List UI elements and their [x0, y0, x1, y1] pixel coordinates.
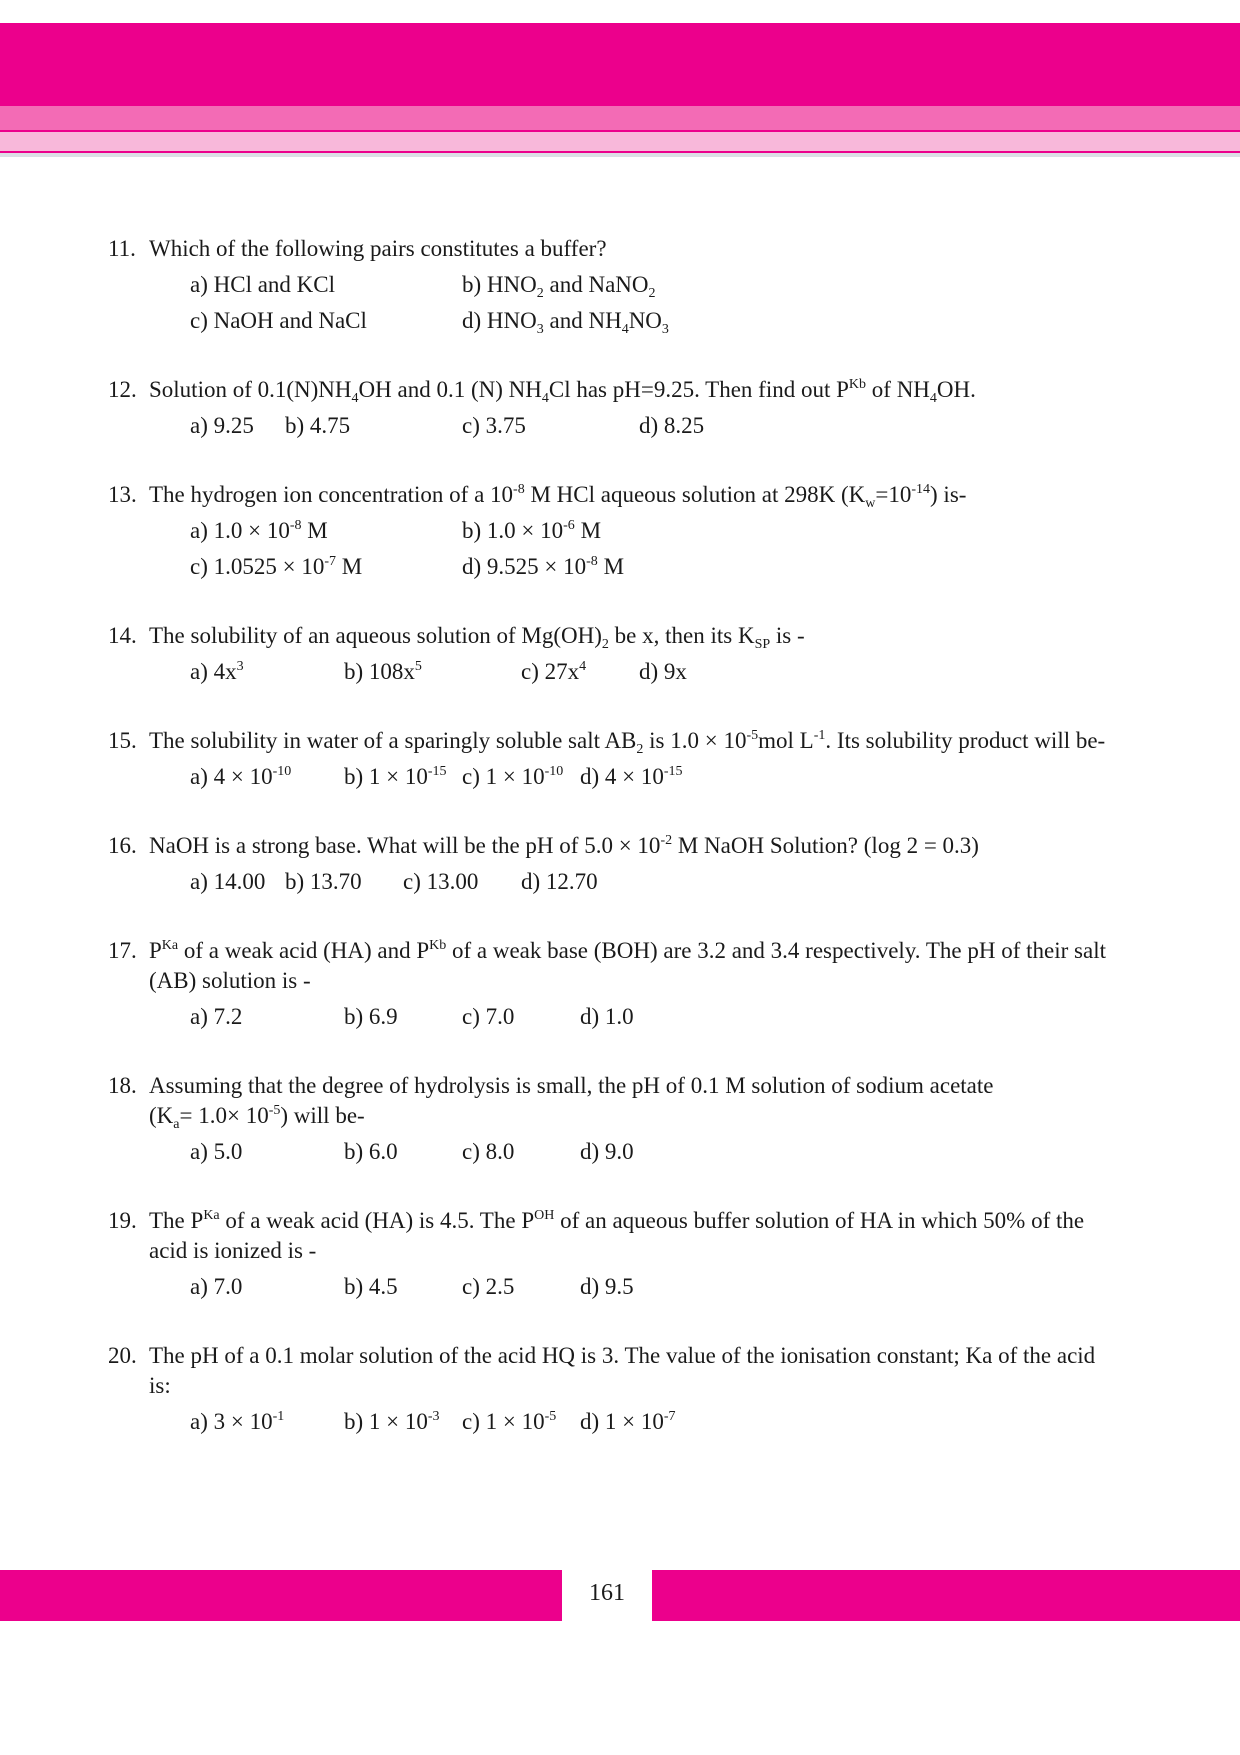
- option-c: c) NaOH and NaCl: [190, 308, 367, 333]
- question-text: The pH of a 0.1 molar solution of the acid HQ is 3. The value of the ionisation constant; Ka of the acid is:: [149, 1343, 1096, 1398]
- option-b: b) $1 \times 10^{-3}$: [344, 1409, 440, 1434]
- option-d: d) 9x: [639, 659, 687, 684]
- question-number: 19.: [108, 1208, 137, 1233]
- option-a: a) 5.0: [190, 1139, 243, 1164]
- question-number: 15.: [108, 728, 137, 753]
- option-b: b) 4.5: [344, 1274, 398, 1299]
- question-11: [108, 234, 1108, 342]
- question-12: [108, 375, 1108, 447]
- option-b: b) 6.9: [344, 1004, 398, 1029]
- option-b: b) $108x^5$: [344, 659, 422, 684]
- question-number: 17.: [108, 938, 137, 963]
- question-20: [108, 1341, 1108, 1443]
- option-b: b) 13.70: [285, 869, 362, 894]
- question-number: 13.: [108, 482, 137, 507]
- header-shadow: [0, 153, 1240, 157]
- question-13: [108, 480, 1108, 588]
- footer-band-left: [0, 1570, 562, 1621]
- option-c: c) $27x^4$: [521, 659, 587, 684]
- question-number: 20.: [108, 1343, 137, 1368]
- question-list: [108, 234, 1108, 1476]
- question-text: Assuming that the degree of hydrolysis is small, the pH of 0.1 M solution of sodium acetate $(K_a= 1.0\times 10^{-5})$ will be-: [149, 1073, 994, 1132]
- option-c: c) 8.0: [462, 1139, 515, 1164]
- option-c: c) 2.5: [462, 1274, 515, 1299]
- option-a: a) 7.0: [190, 1274, 243, 1299]
- question-text: The hydrogen ion concentration of a $10^{-8}$ M HCl aqueous solution at 298K $(K_w=10^{-14})$ is-: [149, 482, 967, 511]
- option-d: d) 1.0: [580, 1004, 634, 1029]
- option-b: b) 4.75: [285, 413, 351, 438]
- option-d: d) $HNO_3$ and $NH_4NO_3$: [462, 308, 669, 337]
- option-c: c) 7.0: [462, 1004, 515, 1029]
- option-a: a) $4 \times 10^{-10}$: [190, 764, 292, 789]
- option-d: d) 12.70: [521, 869, 598, 894]
- option-b: b) $HNO_2$ and NaNO$_2$: [462, 272, 656, 301]
- option-d: d) $1 \times 10^{-7}$: [580, 1409, 676, 1434]
- question-number: 16.: [108, 833, 137, 858]
- question-number: 11.: [108, 236, 136, 261]
- question-text: The solubility of an aqueous solution of $Mg(OH)_2$ be x, then its $K_{SP}$ is -: [149, 623, 805, 652]
- question-19: [108, 1206, 1108, 1308]
- footer-band-right: [652, 1570, 1240, 1621]
- question-text: The $P^{Ka}$ of a weak acid (HA) is 4.5. The $P^{OH}$ of an aqueous buffer solution of HA in which 50% of the acid is ionized is -: [149, 1208, 1085, 1263]
- option-b: b) $1 \times 10^{-15}$: [344, 764, 447, 789]
- header-band: [0, 23, 1240, 106]
- question-number: 18.: [108, 1073, 137, 1098]
- option-c: c) 3.75: [462, 413, 526, 438]
- option-a: a) $3 \times 10^{-1}$: [190, 1409, 285, 1434]
- option-a: a) 9.25: [190, 413, 254, 438]
- question-15: [108, 726, 1108, 798]
- question-text: Solution of $0.1(N)NH_4OH$ and 0.1 (N) $NH_4Cl$ has pH=9.25. Then find out $P^{Kb}$ of $NH_4OH$.: [149, 377, 976, 406]
- option-c: c) $1 \times 10^{-10}$: [462, 764, 564, 789]
- option-a: a) $1.0 \times 10^{-8}$ M: [190, 518, 328, 543]
- question-text: Which of the following pairs constitutes a buffer?: [149, 236, 607, 261]
- question-16: [108, 831, 1108, 903]
- question-18: [108, 1071, 1108, 1173]
- option-a: a) 7.2: [190, 1004, 243, 1029]
- question-14: [108, 621, 1108, 693]
- option-c: c) $1 \times 10^{-5}$: [462, 1409, 557, 1434]
- question-number: 14.: [108, 623, 137, 648]
- option-a: a) HCl and KCl: [190, 272, 336, 297]
- option-b: b) $1.0 \times 10^{-6}$ M: [462, 518, 602, 543]
- option-a: a) 14.00: [190, 869, 266, 894]
- question-text: NaOH is a strong base. What will be the pH of $5.0 \times 10^{-2}$ M NaOH Solution? (log 2 = 0.3): [149, 833, 979, 858]
- option-b: b) 6.0: [344, 1139, 398, 1164]
- option-d: d) 8.25: [639, 413, 705, 438]
- question-text: The solubility in water of a sparingly soluble salt $AB_2$ is $1.0 \times 10^{-5}mol$ $L^{-1}$. Its solubility product will be-: [149, 728, 1106, 757]
- header-stripe: [0, 106, 1240, 130]
- option-d: d) $4 \times 10^{-15}$: [580, 764, 683, 789]
- question-text: $P^{Ka}$ of a weak acid (HA) and $P^{Kb}$ of a weak base (BOH) are 3.2 and 3.4 respectively. The pH of their salt (AB) solution is -: [149, 938, 1106, 993]
- option-d: d) $9.525 \times 10^{-8}$ M: [462, 554, 625, 579]
- page-number: 161: [589, 1580, 625, 1606]
- question-17: [108, 936, 1108, 1038]
- option-c: c) $1.0525 \times 10^{-7}$ M: [190, 554, 363, 579]
- option-a: a) $4x^3$: [190, 659, 244, 684]
- option-d: d) 9.5: [580, 1274, 634, 1299]
- option-d: d) 9.0: [580, 1139, 634, 1164]
- question-number: 12.: [108, 377, 137, 402]
- option-c: c) 13.00: [403, 869, 479, 894]
- header-stripe-light: [0, 132, 1240, 151]
